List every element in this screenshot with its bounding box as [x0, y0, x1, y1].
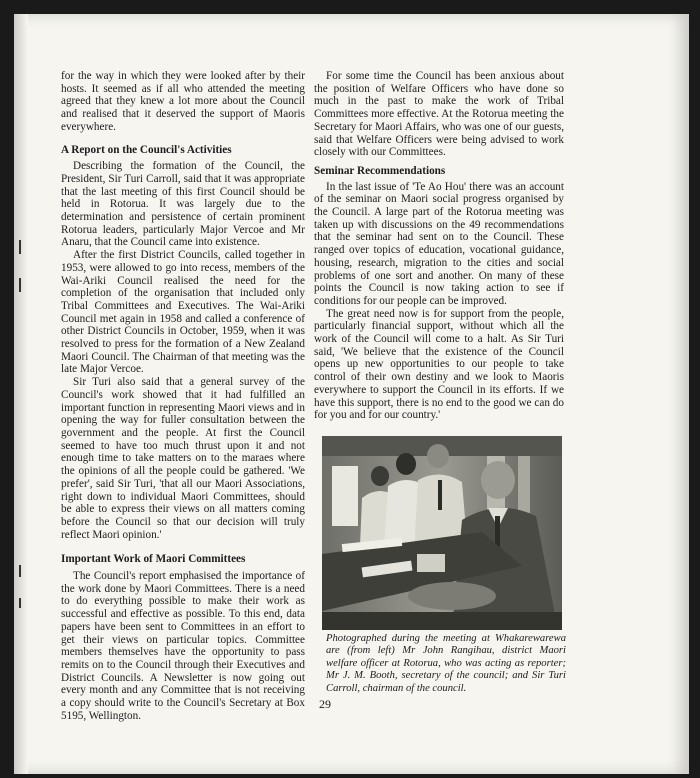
paragraph: For some time the Council has been anxious about the position of Welfare Officers who have done so much in the past to make the work of Tribal Committees more effective. At the Rotorua meeting the Secretary for Maori Affairs, who was one of our guests, said that Welfare Officers were being advised to work closely with our Committees. — [314, 70, 564, 159]
photo-caption: Photographed during the meeting at Whakarewarewa are (from left) Mr John Rangihau, district Maori welfare officer at Rotorua, who was acting as reporter; Mr J. M. Booth, secretary of the council; and Sir Turi Carroll, chairman of the council. — [326, 633, 566, 694]
margin-mark — [19, 240, 21, 254]
paragraph: The Council's report emphasised the importance of the work done by Maori Committees. There is a need to do everything possible to make their work as successful and effective as possible. To this end, data papers have been sent to Committees in an effort to get their views on particular topics. Committee members themselves have the opportunity to pass remits on to the Council through their Executives and District Councils. A Newsletter is now going out every month and any Committee that is not receiving a copy should write to the Council's Secretary at Box 5195, Wellington. — [61, 570, 305, 722]
paragraph: After the first District Councils, called together in 1953, were allowed to go into recess, members of the Wai-Ariki Council realised the need for the completion of the organisation that included only Tribal Committees and Executives. The Wai-Ariki Council met again in 1958 and called a conference of other District Councils in October, 1959, when it was resolved to press for the formation of a New Zealand Maori Council. The Chairman of that meeting was the late Major Vercoe. — [61, 249, 305, 376]
margin-mark — [19, 565, 21, 577]
paragraph: The great need now is for support from the people, particularly financial support, without which all the work of the Council will come to a halt. As Sir Turi said, 'We believe that the existence of the Council opens up new opportunities to our people to take control of their own destiny and we look to Maoris everywhere to support the Council in its efforts. If we have this support, there is no end to the good we can do for you and for our country.' — [314, 307, 564, 422]
meeting-photo — [322, 436, 562, 630]
left-column — [61, 70, 305, 722]
section-heading-report: A Report on the Council's Activities — [61, 143, 232, 156]
page-gutter — [14, 14, 28, 774]
right-column — [314, 70, 564, 422]
intro-paragraph: for the way in which they were looked after by their hosts. It seemed as if all who attended the meeting agreed that they knew a lot more about the Council and realised that it deserved the support of Maoris everywhere. — [61, 70, 305, 133]
page-number: 29 — [319, 697, 331, 711]
paragraph: In the last issue of 'Te Ao Hou' there was an account of the seminar on Maori social progress organised by the Council. A large part of the Rotorua meeting was taken up with discussions on the 49 recommendations that the seminar had sent on to the Council. These ranged over topics of education, vocational guidance, housing, research, migration to the cities and social problems of one sort and another. On many of these points the Council is now taking action to see if conditions for our people can be improved. — [314, 180, 564, 307]
margin-mark — [19, 278, 21, 292]
section-heading-seminar: Seminar Recommendations — [314, 164, 446, 177]
photo-illustration — [322, 436, 562, 630]
paragraph: Sir Turi also said that a general survey of the Council's work showed that it had fulfilled an important function in representing Maori views and in opening the way for fuller consultation between the government and the people. At first the Council seemed to have too much thrust upon it and not enough time to take matters on to the maraes where the opinions of all the people could be gathered. 'We prefer', said Sir Turi, 'that all our Maori Associations, right down to individual Maori Committees, should be able to express their views on all matters coming before the Council so that our decision will truly reflect Maori opinion.' — [61, 376, 305, 541]
section-heading-committees: Important Work of Maori Committees — [61, 553, 246, 566]
paragraph: Describing the formation of the Council, the President, Sir Turi Carroll, said that it was appropriate that the last meeting of this first Council should be held in Rotorua. It was largely due to the determination and persistence of certain prominent Rotorua leaders, particularly Major Vercoe and Mr Anaru, that the Council came into existence. — [61, 160, 305, 249]
margin-mark — [19, 598, 21, 608]
